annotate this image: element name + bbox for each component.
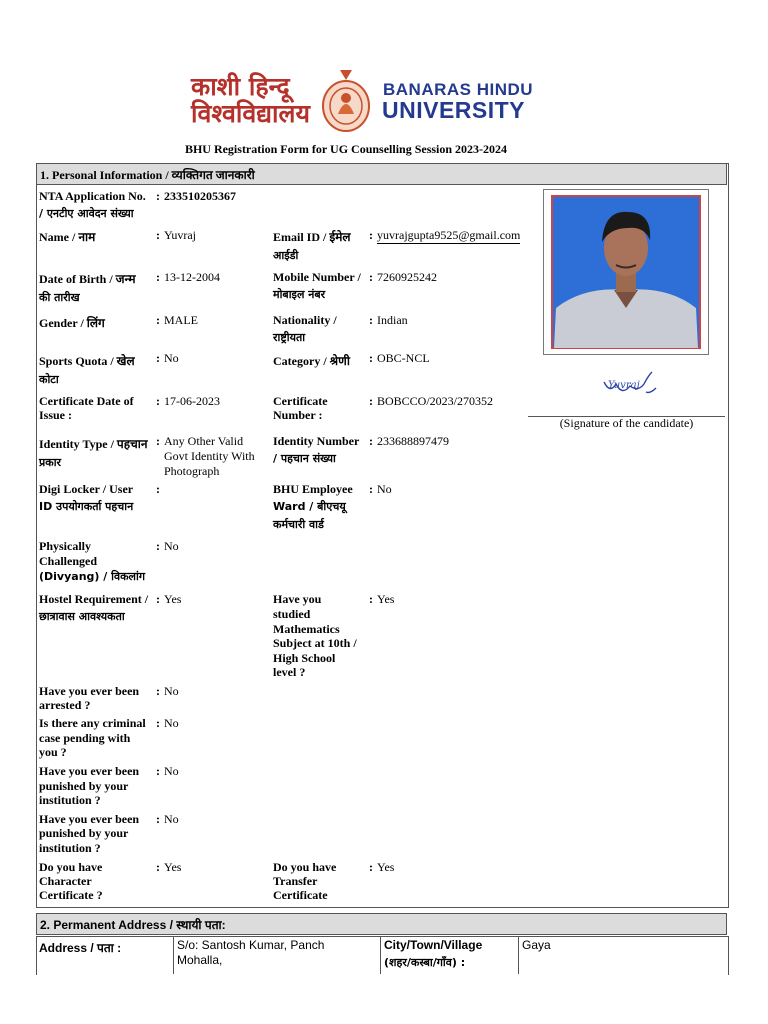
nationality-value: Indian xyxy=(377,313,408,327)
punished-value: No xyxy=(164,764,179,778)
transfer-cert-label-line3: Certificate xyxy=(273,888,328,902)
transfer-cert-label-line1: Do you have xyxy=(273,860,337,874)
cert-number-value: BOBCCO/2023/270352 xyxy=(377,394,494,408)
section-personal-info-header: 1. Personal Information / व्यक्तिगत जानकारी xyxy=(36,163,727,185)
email-label-hindi: आईडी xyxy=(273,249,299,262)
city-label-line1: City/Town/Village xyxy=(384,938,483,952)
address-value-line2: Mohalla, xyxy=(177,953,223,967)
logo-hindi-line2: विश्वविद्यालय xyxy=(191,99,310,128)
gender-label: Gender / लिंग xyxy=(39,316,105,330)
email-value: yuvrajgupta9525@gmail.com xyxy=(377,228,521,242)
cert-number-label-line2: Number : xyxy=(273,408,323,422)
bhu-employee-label-line3: कर्मचारी वार्ड xyxy=(273,518,324,531)
transfer-cert-label-line2: Transfer xyxy=(273,874,318,888)
category-label: Category / श्रेणी xyxy=(273,354,350,368)
logo-hindi-line1: काशी हिन्दू xyxy=(191,72,290,101)
criminal-case-label-line3: you ? xyxy=(39,745,67,759)
bhu-employee-value: No xyxy=(377,482,392,496)
mobile-label-hindi: मोबाइल नंबर xyxy=(273,288,326,301)
address-label: Address / पता : xyxy=(39,941,122,955)
physically-challenged-label-line3: (Divyang) / विकलांग xyxy=(39,570,146,583)
maths-label-line6: level ? xyxy=(273,665,306,679)
physically-challenged-value: No xyxy=(164,539,179,553)
name-label: Name / नाम xyxy=(39,230,96,244)
maths-label-line1: Have you xyxy=(273,592,322,606)
identity-type-value-line3: Photograph xyxy=(164,464,220,478)
cert-date-value: 17-06-2023 xyxy=(164,394,220,408)
punished-2-label-line2: punished by your xyxy=(39,826,129,840)
sports-quota-label-hindi: कोटा xyxy=(39,373,59,386)
maths-label-line2: studied xyxy=(273,607,311,621)
identity-type-label: Identity Type / पहचान xyxy=(39,437,148,451)
hostel-label: Hostel Requirement / xyxy=(39,592,149,606)
identity-type-value-line1: Any Other Valid xyxy=(164,434,244,448)
address-table xyxy=(36,936,729,975)
form-title: BHU Registration Form for UG Counselling Session 2023-2024 xyxy=(184,142,508,156)
signature-image xyxy=(600,366,660,402)
transfer-cert-value: Yes xyxy=(377,860,395,874)
section-permanent-address-header: 2. Permanent Address / स्थायी पता: xyxy=(36,913,727,935)
physically-challenged-label-line2: Challenged xyxy=(39,554,98,568)
digilocker-label: Digi Locker / User xyxy=(39,482,134,496)
hostel-label-hindi: छात्रावास आवश्यकता xyxy=(39,610,125,623)
identity-type-value-line2: Govt Identity With xyxy=(164,449,255,463)
hostel-value: Yes xyxy=(164,592,182,606)
character-cert-label-line2: Character xyxy=(39,874,92,888)
cert-number-label-line1: Certificate xyxy=(273,394,328,408)
sports-quota-value: No xyxy=(164,351,179,365)
arrested-label-line2: arrested ? xyxy=(39,698,91,712)
city-value: Gaya xyxy=(522,938,551,952)
mobile-value: 7260925242 xyxy=(377,270,437,284)
punished-2-value: No xyxy=(164,812,179,826)
character-cert-value: Yes xyxy=(164,860,182,874)
gender-value: MALE xyxy=(164,313,198,327)
logo-english-line2: UNIVERSITY xyxy=(382,97,526,123)
criminal-case-value: No xyxy=(164,716,179,730)
character-cert-label-line3: Certificate ? xyxy=(39,888,103,902)
city-label-line2: (शहर/कस्बा/गाँव) : xyxy=(384,956,466,969)
nationality-label: Nationality / xyxy=(273,313,337,327)
cert-date-label-line1: Certificate Date of xyxy=(39,394,134,408)
email-label: Email ID / ईमेल xyxy=(273,230,351,244)
name-value: Yuvraj xyxy=(164,228,196,242)
digilocker-label-hindi: ID उपयोगकर्ता पहचान xyxy=(39,500,134,513)
arrested-label-line1: Have you ever been xyxy=(39,684,140,698)
maths-label-line4: Subject at 10th / xyxy=(273,636,357,650)
physically-challenged-label-line1: Physically xyxy=(39,539,92,553)
dob-label: Date of Birth / जन्म xyxy=(39,272,136,286)
category-value: OBC-NCL xyxy=(377,351,430,365)
candidate-photo xyxy=(543,189,709,355)
mobile-label: Mobile Number / xyxy=(273,270,361,284)
university-seal-icon xyxy=(320,66,372,134)
signature-caption: (Signature of the candidate) xyxy=(559,416,694,430)
maths-label-line5: High School xyxy=(273,651,336,665)
logo-english-line1: BANARAS HINDU xyxy=(383,80,534,99)
punished-label-line3: institution ? xyxy=(39,793,101,807)
identity-number-value: 233688897479 xyxy=(377,434,449,448)
bhu-employee-label-line2: Ward / बीएचयू xyxy=(273,500,346,513)
criminal-case-label-line1: Is there any criminal xyxy=(39,716,146,730)
maths-label-line3: Mathematics xyxy=(273,622,340,636)
arrested-value: No xyxy=(164,684,179,698)
punished-2-label-line1: Have you ever been xyxy=(39,812,140,826)
identity-number-label: Identity Number xyxy=(273,434,360,448)
sports-quota-label: Sports Quota / खेल xyxy=(39,354,135,368)
maths-value: Yes xyxy=(377,592,395,606)
punished-label-line2: punished by your xyxy=(39,779,129,793)
character-cert-label-line1: Do you have xyxy=(39,860,103,874)
nta-label: NTA Application No. xyxy=(39,189,146,203)
nta-label-hindi: / एनटीए आवेदन संख्या xyxy=(39,207,134,220)
nationality-label-hindi: राष्ट्रीयता xyxy=(273,331,306,344)
address-value-line1: S/o: Santosh Kumar, Panch xyxy=(177,938,325,952)
identity-number-label-hindi: / पहचान संख्या xyxy=(273,452,336,465)
nta-value: 233510205367 xyxy=(164,189,236,203)
dob-label-hindi: की तारीख xyxy=(39,291,80,304)
criminal-case-label-line2: case pending with xyxy=(39,731,131,745)
punished-label-line1: Have you ever been xyxy=(39,764,140,778)
punished-2-label-line3: institution ? xyxy=(39,841,101,855)
signature-text: Yuvraj xyxy=(608,380,640,391)
bhu-employee-label-line1: BHU Employee xyxy=(273,482,353,496)
identity-type-label-hindi: प्रकार xyxy=(39,456,62,469)
cert-date-label-line2: Issue : xyxy=(39,408,73,422)
dob-value: 13-12-2004 xyxy=(164,270,220,284)
